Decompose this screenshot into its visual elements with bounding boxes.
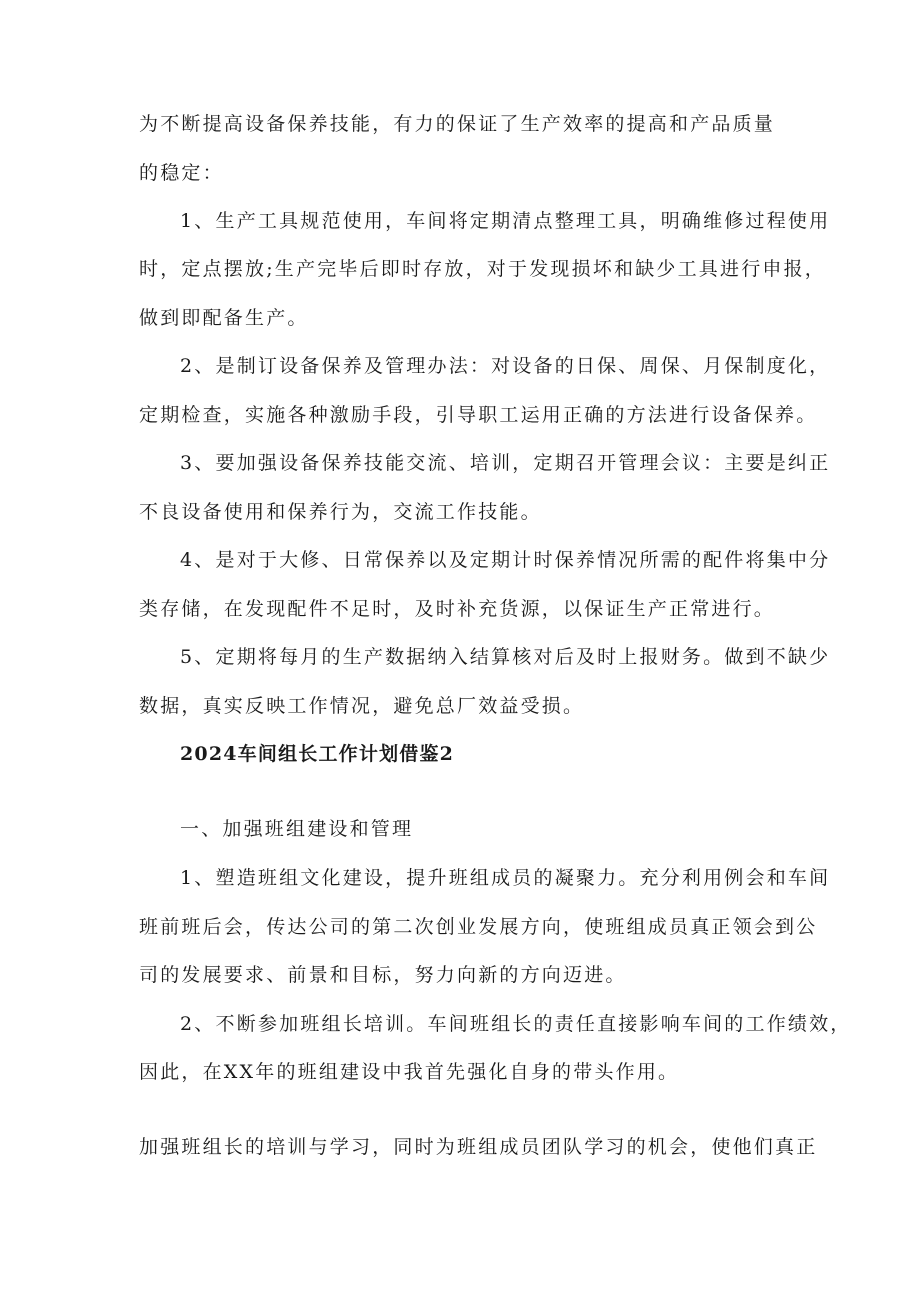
sub-item-1-line-2: 班前班后会，传达公司的第二次创业发展方向，使班组成员真正领会到公 bbox=[139, 916, 818, 938]
sub-item-1-line-1: 1、塑造班组文化建设，提升班组成员的凝聚力。充分利用例会和车间 bbox=[180, 867, 831, 889]
sub-item-2-line-2: 因此，在XX年的班组建设中我首先强化自身的带头作用。 bbox=[139, 1061, 680, 1083]
subsection-heading: 一、加强班组建设和管理 bbox=[180, 818, 414, 840]
paragraph-final-line-1: 加强班组长的培训与学习，同时为班组成员团队学习的机会，使他们真正 bbox=[139, 1136, 818, 1158]
item-1-line-3: 做到即配备生产。 bbox=[139, 307, 309, 329]
paragraph-intro-line-1: 为不断提高设备保养技能，有力的保证了生产效率的提高和产品质量 bbox=[139, 113, 776, 135]
item-2-line-1: 2、是制订设备保养及管理办法：对设备的日保、周保、月保制度化， bbox=[180, 355, 831, 377]
item-4-line-2: 类存储，在发现配件不足时，及时补充货源，以保证生产正常进行。 bbox=[139, 598, 776, 620]
item-2-line-2: 定期检查，实施各种激励手段，引导职工运用正确的方法进行设备保养。 bbox=[139, 404, 818, 426]
sub-item-1-line-3: 司的发展要求、前景和目标，努力向新的方向迈进。 bbox=[139, 964, 627, 986]
item-3-line-2: 不良设备使用和保养行为，交流工作技能。 bbox=[139, 501, 542, 523]
item-5-line-2: 数据，真实反映工作情况，避免总厂效益受损。 bbox=[139, 695, 585, 717]
item-5-line-1: 5、定期将每月的生产数据纳入结算核对后及时上报财务。做到不缺少 bbox=[180, 646, 831, 668]
item-1-line-2: 时，定点摆放;生产完毕后即时存放，对于发现损坏和缺少工具进行申报， bbox=[139, 258, 827, 280]
item-3-line-1: 3、要加强设备保养技能交流、培训，定期召开管理会议：主要是纠正 bbox=[180, 452, 831, 474]
item-4-line-1: 4、是对于大修、日常保养以及定期计时保养情况所需的配件将集中分 bbox=[180, 549, 831, 571]
section-heading: 2024车间组长工作计划借鉴2 bbox=[180, 743, 455, 765]
item-1-line-1: 1、生产工具规范使用，车间将定期清点整理工具，明确维修过程使用 bbox=[180, 210, 831, 232]
sub-item-2-line-1: 2、不断参加班组长培训。车间班组长的责任直接影响车间的工作绩效， bbox=[180, 1013, 852, 1035]
paragraph-intro-line-2: 的稳定： bbox=[139, 162, 224, 184]
